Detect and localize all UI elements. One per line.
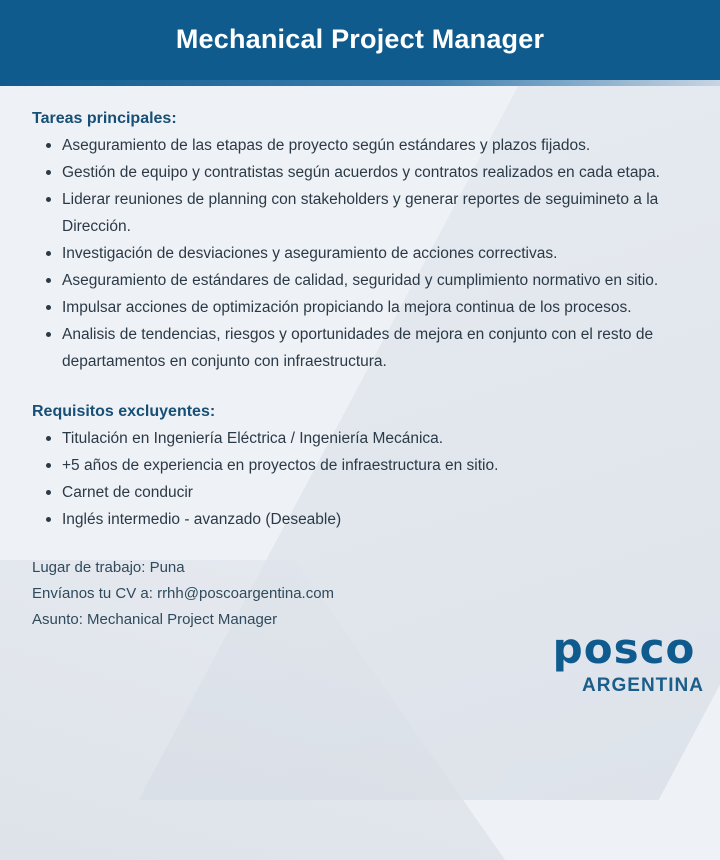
list-item: +5 años de experiencia en proyectos de infraestructura en sitio. (32, 452, 702, 479)
list-item: Gestión de equipo y contratistas según acuerdos y contratos realizados en cada etapa. (32, 159, 702, 186)
job-description (32, 110, 702, 633)
requirements-title: Requisitos excluyentes: (32, 403, 216, 420)
list-item: Analisis de tendencias, riesgos y oportunidades de mejora en conjunto con el resto de departamentos en conjunto con infraestructura. (32, 321, 702, 375)
header-stripe (0, 80, 720, 86)
header-banner (0, 0, 720, 86)
list-item: Inglés intermedio - avanzado (Deseable) (32, 506, 702, 533)
list-item: Impulsar acciones de optimización propiciando la mejora continua de los procesos. (32, 294, 702, 321)
section-gap (32, 375, 702, 403)
list-item: Aseguramiento de estándares de calidad, seguridad y cumplimiento normativo en sitio. (32, 267, 702, 294)
email-subject: Asunto: Mechanical Project Manager (32, 611, 278, 628)
list-item: Titulación en Ingeniería Eléctrica / Ingeniería Mecánica. (32, 425, 702, 452)
posco-logo (544, 626, 704, 698)
tasks-title: Tareas principales: (32, 110, 177, 127)
tasks-list (32, 132, 702, 375)
list-item: Carnet de conducir (32, 479, 702, 506)
logo-country-text: ARGENTINA (582, 675, 704, 696)
page-title: Mechanical Project Manager (175, 24, 545, 54)
list-item: Aseguramiento de las etapas de proyecto según estándares y plazos fijados. (32, 132, 702, 159)
list-item: Liderar reuniones de planning con stakeholders y generar reportes de seguimineto a la Dirección. (32, 186, 702, 240)
logo-brand-text: posco (552, 624, 696, 673)
list-item: Investigación de desviaciones y aseguramiento de acciones correctivas. (32, 240, 702, 267)
requirements-list (32, 425, 702, 533)
contact-info (32, 555, 702, 633)
send-cv-email: Envíanos tu CV a: rrhh@poscoargentina.com (32, 585, 335, 602)
work-location: Lugar de trabajo: Puna (32, 559, 185, 576)
